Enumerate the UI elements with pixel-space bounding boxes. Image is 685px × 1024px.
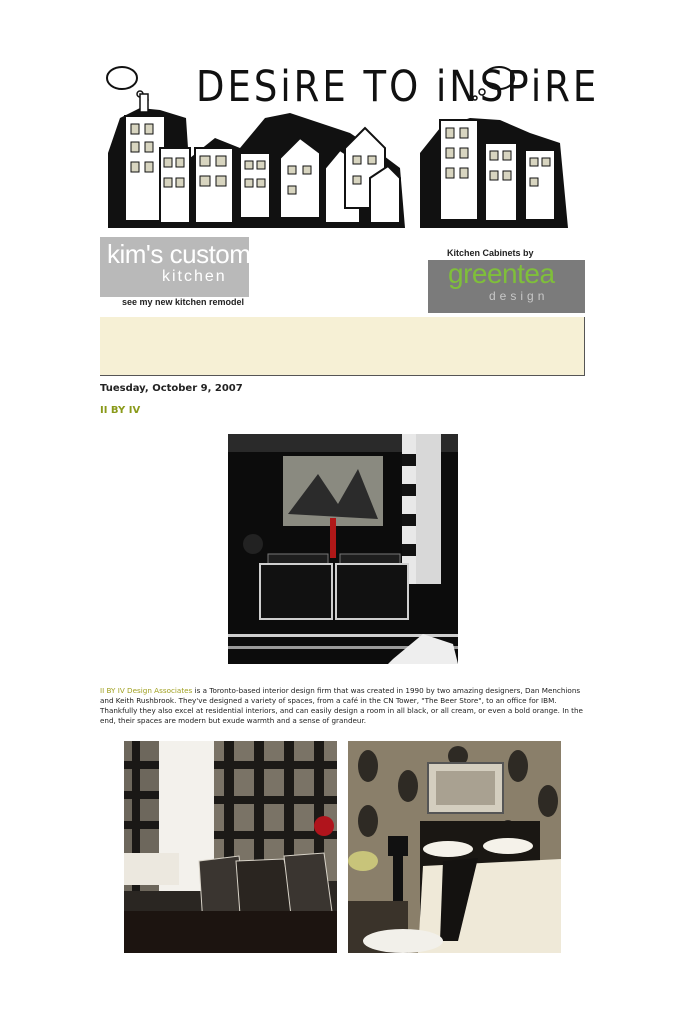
greentea-ad-line2[interactable]: design [489,289,549,303]
greentea-ad-line1[interactable]: greentea [448,258,555,289]
post-body [100,686,585,726]
site-title[interactable]: DESiRE TO iNSPiRE [196,62,600,112]
post-title[interactable]: II BY IV [100,405,141,416]
dining-room-photo[interactable] [124,741,337,953]
greentea-ad-caption: Kitchen Cabinets by [447,248,534,258]
bedroom-photo[interactable] [348,741,561,953]
post-body-text: is a Toronto-based interior design firm that was created in 1990 by two amazing designers, Dan Menchions and Keith Rushbrook. They've designed a variety of spaces, from a café in the CN Tower, "The Beer Store", to an office for IBM. Thankfully they also excel at residential interiors, and can easily design a room in all black, or all cream, or even a bold orange. In the end, their spaces are modern but exude warmth and a sense of grandeur. [100,686,583,725]
living-room-photo[interactable] [228,434,458,664]
kims-ad-line2[interactable]: kitchen [162,268,227,285]
ad-banner[interactable] [100,317,585,376]
ii-by-iv-link[interactable]: II BY IV Design Associates [100,686,193,695]
kims-ad-line1[interactable]: kim's custom [107,239,251,269]
post-date: Tuesday, October 9, 2007 [100,383,243,394]
kims-ad-caption[interactable]: see my new kitchen remodel [122,297,245,307]
